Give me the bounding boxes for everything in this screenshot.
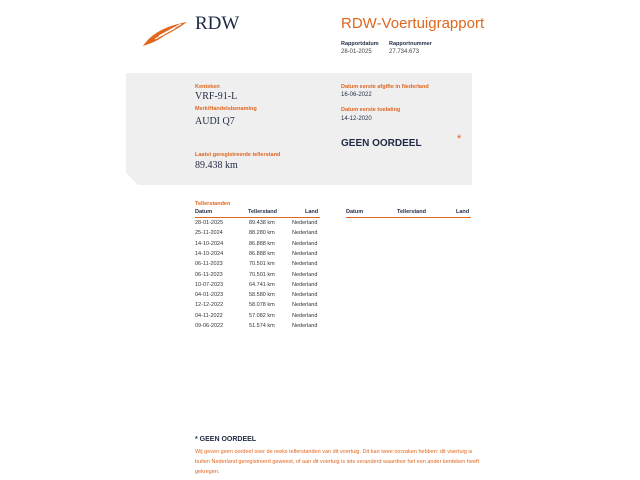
row-date: 28-01-2025	[195, 220, 224, 226]
row-country: Nederland	[292, 261, 318, 268]
row-reading: 58.580 km	[249, 292, 275, 299]
report-date: 28-01-2025	[341, 49, 372, 55]
row-date: 06-11-2023	[195, 271, 223, 278]
plate-value: VRF-91-L	[195, 91, 238, 102]
verdict-footnote-mark: *	[457, 133, 462, 145]
row-reading: 88.280 km	[249, 230, 275, 237]
row-reading: 70.501 km	[249, 271, 275, 278]
first-admission-nl-value: 16-06-2022	[341, 92, 372, 98]
make-label: Merk/Handelsbenaming	[195, 106, 257, 112]
odometer-section-title: Tellerstanden	[195, 201, 231, 207]
plate-label: Kenteken	[195, 84, 220, 90]
row-date: 12-12-2022	[195, 302, 224, 309]
row-country: Nederland	[292, 281, 318, 288]
row-country: Nederland	[292, 271, 318, 278]
report-number: 27.734.673	[389, 49, 420, 55]
row-country: Nederland	[292, 323, 318, 329]
header-rule-2	[346, 217, 471, 218]
col-header-date-2: Datum	[346, 209, 364, 215]
row-date: 25-11-2024	[195, 230, 223, 237]
first-admission-value: 14-12-2020	[341, 116, 372, 122]
row-reading: 86.888 km	[249, 240, 275, 247]
row-reading: 86.888 km	[249, 250, 275, 257]
row-date: 14-10-2024	[195, 240, 224, 247]
row-country: Nederland	[292, 302, 318, 309]
col-header-reading: Tellerstand	[248, 209, 277, 215]
first-admission-nl-label: Datum eerste afgifte in Nederland	[341, 84, 429, 90]
footnote-text: Wij geven geen oordeel over de reeks tellerstanden van dit voertuig. Dit kan twee oorzaken hebben: dit voertuig is buiten Nederland geregistreerd geweest, of aan dit voertuig is iets veranderd waardoor het een ander kenteken heeft gekregen.	[195, 449, 480, 475]
last-mileage-label: Laatst geregistreerde tellerstand	[195, 152, 281, 158]
row-reading: 57.082 km	[249, 312, 275, 319]
row-reading: 51.574 km	[249, 323, 275, 329]
row-country: Nederland	[292, 230, 318, 237]
verdict-text: GEEN OORDEEL	[341, 138, 422, 149]
row-date: 10-07-2023	[195, 281, 224, 288]
row-country: Nederland	[292, 312, 318, 319]
make-value: AUDI Q7	[195, 116, 235, 127]
header-rule	[195, 217, 320, 218]
col-header-country: Land	[305, 209, 319, 215]
row-date: 06-11-2023	[195, 261, 223, 268]
row-reading: 58.078 km	[249, 302, 275, 309]
row-date: 09-06-2022	[195, 323, 224, 329]
row-reading: 64.741 km	[249, 281, 275, 288]
first-admission-label: Datum eerste toelating	[341, 107, 401, 113]
row-country: Nederland	[292, 220, 318, 226]
col-header-date: Datum	[195, 209, 213, 215]
report-title: RDW-Voertuigrapport	[341, 15, 485, 32]
row-reading: 89.438 km	[249, 220, 275, 226]
col-header-reading-2: Tellerstand	[397, 209, 426, 215]
row-date: 04-11-2022	[195, 312, 223, 319]
row-country: Nederland	[292, 292, 318, 299]
rdw-logo-icon	[141, 20, 189, 48]
row-date: 04-01-2023	[195, 292, 224, 299]
col-header-country-2: Land	[456, 209, 470, 215]
brand-name: RDW	[195, 13, 240, 34]
row-date: 14-10-2024	[195, 250, 224, 257]
row-country: Nederland	[292, 250, 318, 257]
report-date-label: Rapportdatum	[341, 41, 379, 47]
row-country: Nederland	[292, 240, 318, 247]
last-mileage-value: 89.438 km	[195, 160, 238, 171]
footnote-title: * GEEN OORDEEL	[195, 436, 257, 443]
row-reading: 70.501 km	[249, 261, 275, 268]
report-number-label: Rapportnummer	[389, 41, 432, 47]
